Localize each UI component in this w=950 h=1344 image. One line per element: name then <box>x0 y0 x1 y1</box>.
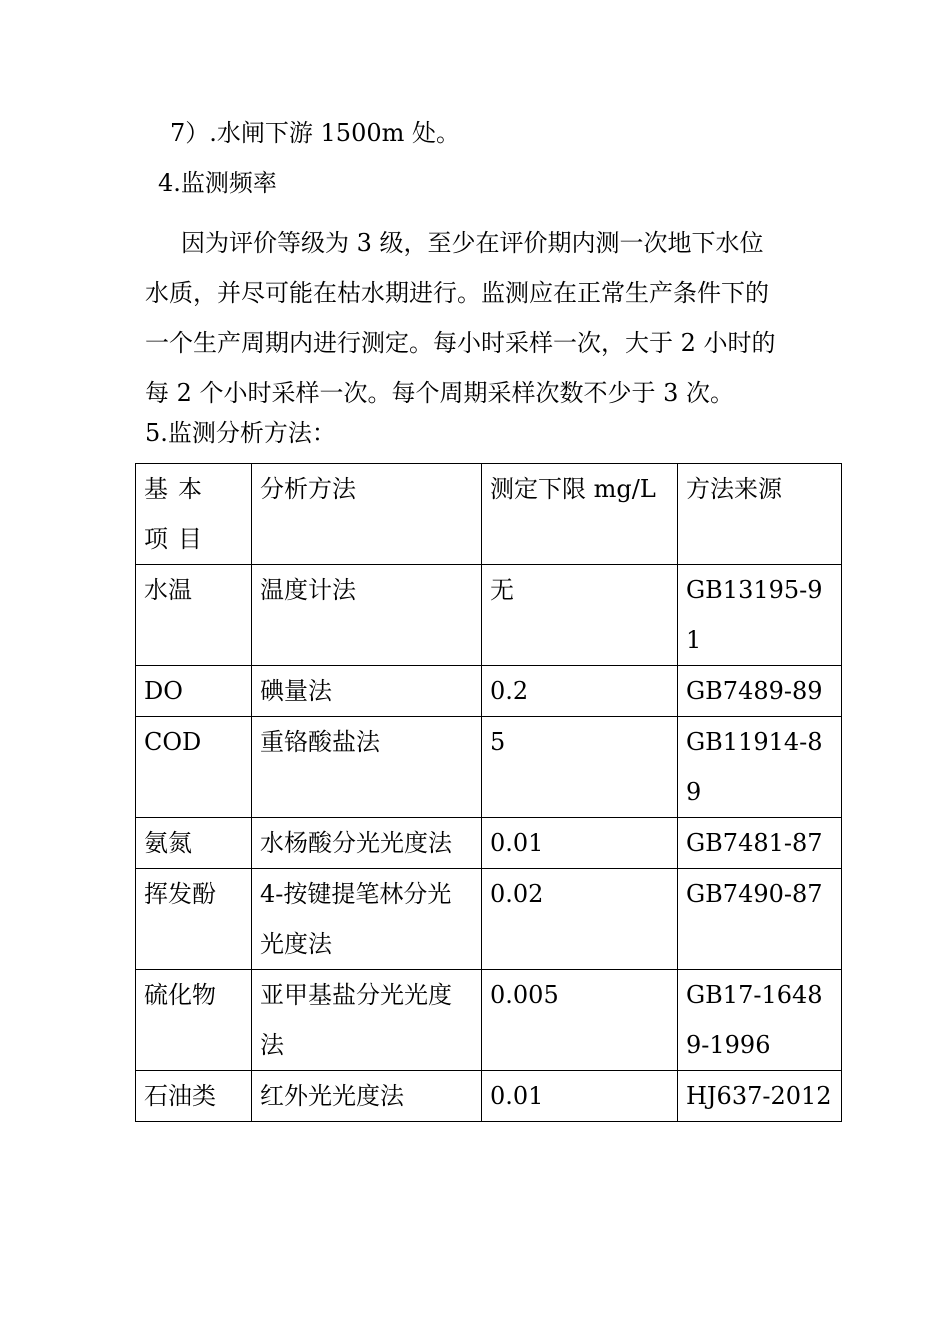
cell-limit: 0.02 <box>482 869 678 970</box>
section-4-title: 4.监测频率 <box>158 169 277 197</box>
cell-limit: 无 <box>482 565 678 666</box>
section-5-title: 5.监测分析方法： <box>145 419 336 447</box>
cell-limit: 0.2 <box>482 666 678 717</box>
header-item: 基本项目 <box>136 464 252 565</box>
cell-item: 挥发酚 <box>136 869 252 970</box>
cell-item: 石油类 <box>136 1071 252 1122</box>
cell-item: 氨氮 <box>136 818 252 869</box>
header-limit: 测定下限 mg/L <box>482 464 678 565</box>
paragraph-line-2: 水质，并尽可能在枯水期进行。监测应在正常生产条件下的 <box>145 279 769 307</box>
table-row <box>136 1071 842 1122</box>
cell-method: 红外光光度法 <box>252 1071 482 1122</box>
cell-item: COD <box>136 717 252 818</box>
table-row <box>136 565 842 666</box>
cell-item: 水温 <box>136 565 252 666</box>
paragraph-line-4: 每 2 个小时采样一次。每个周期采样次数不少于 3 次。 <box>145 379 735 407</box>
analysis-methods-table <box>135 463 842 1122</box>
cell-source: GB11914-89 <box>678 717 842 818</box>
table-header-row <box>136 464 842 565</box>
cell-method: 水杨酸分光光度法 <box>252 818 482 869</box>
header-source: 方法来源 <box>678 464 842 565</box>
table-row <box>136 970 842 1071</box>
cell-method: 重铬酸盐法 <box>252 717 482 818</box>
cell-source: HJ637-2012 <box>678 1071 842 1122</box>
table-row <box>136 818 842 869</box>
frequency-paragraph <box>145 218 845 418</box>
cell-method: 4-按键提笔林分光光度法 <box>252 869 482 970</box>
cell-limit: 0.01 <box>482 1071 678 1122</box>
cell-method: 温度计法 <box>252 565 482 666</box>
cell-item: 硫化物 <box>136 970 252 1071</box>
cell-source: GB17-16489-1996 <box>678 970 842 1071</box>
cell-source: GB7481-87 <box>678 818 842 869</box>
header-method: 分析方法 <box>252 464 482 565</box>
cell-source: GB7490-87 <box>678 869 842 970</box>
cell-method: 碘量法 <box>252 666 482 717</box>
table-row <box>136 869 842 970</box>
cell-source: GB13195-91 <box>678 565 842 666</box>
cell-limit: 0.01 <box>482 818 678 869</box>
cell-source: GB7489-89 <box>678 666 842 717</box>
table-row <box>136 666 842 717</box>
cell-method: 亚甲基盐分光光度法 <box>252 970 482 1071</box>
paragraph-line-3: 一个生产周期内进行测定。每小时采样一次，大于 2 小时的 <box>145 329 776 357</box>
cell-limit: 5 <box>482 717 678 818</box>
cell-item: DO <box>136 666 252 717</box>
paragraph-line-1: 因为评价等级为 3 级，至少在评价期内测一次地下水位 <box>181 229 764 257</box>
table-row <box>136 717 842 818</box>
cell-limit: 0.005 <box>482 970 678 1071</box>
item-7-text: 7）.水闸下游 1500m 处。 <box>170 119 460 147</box>
